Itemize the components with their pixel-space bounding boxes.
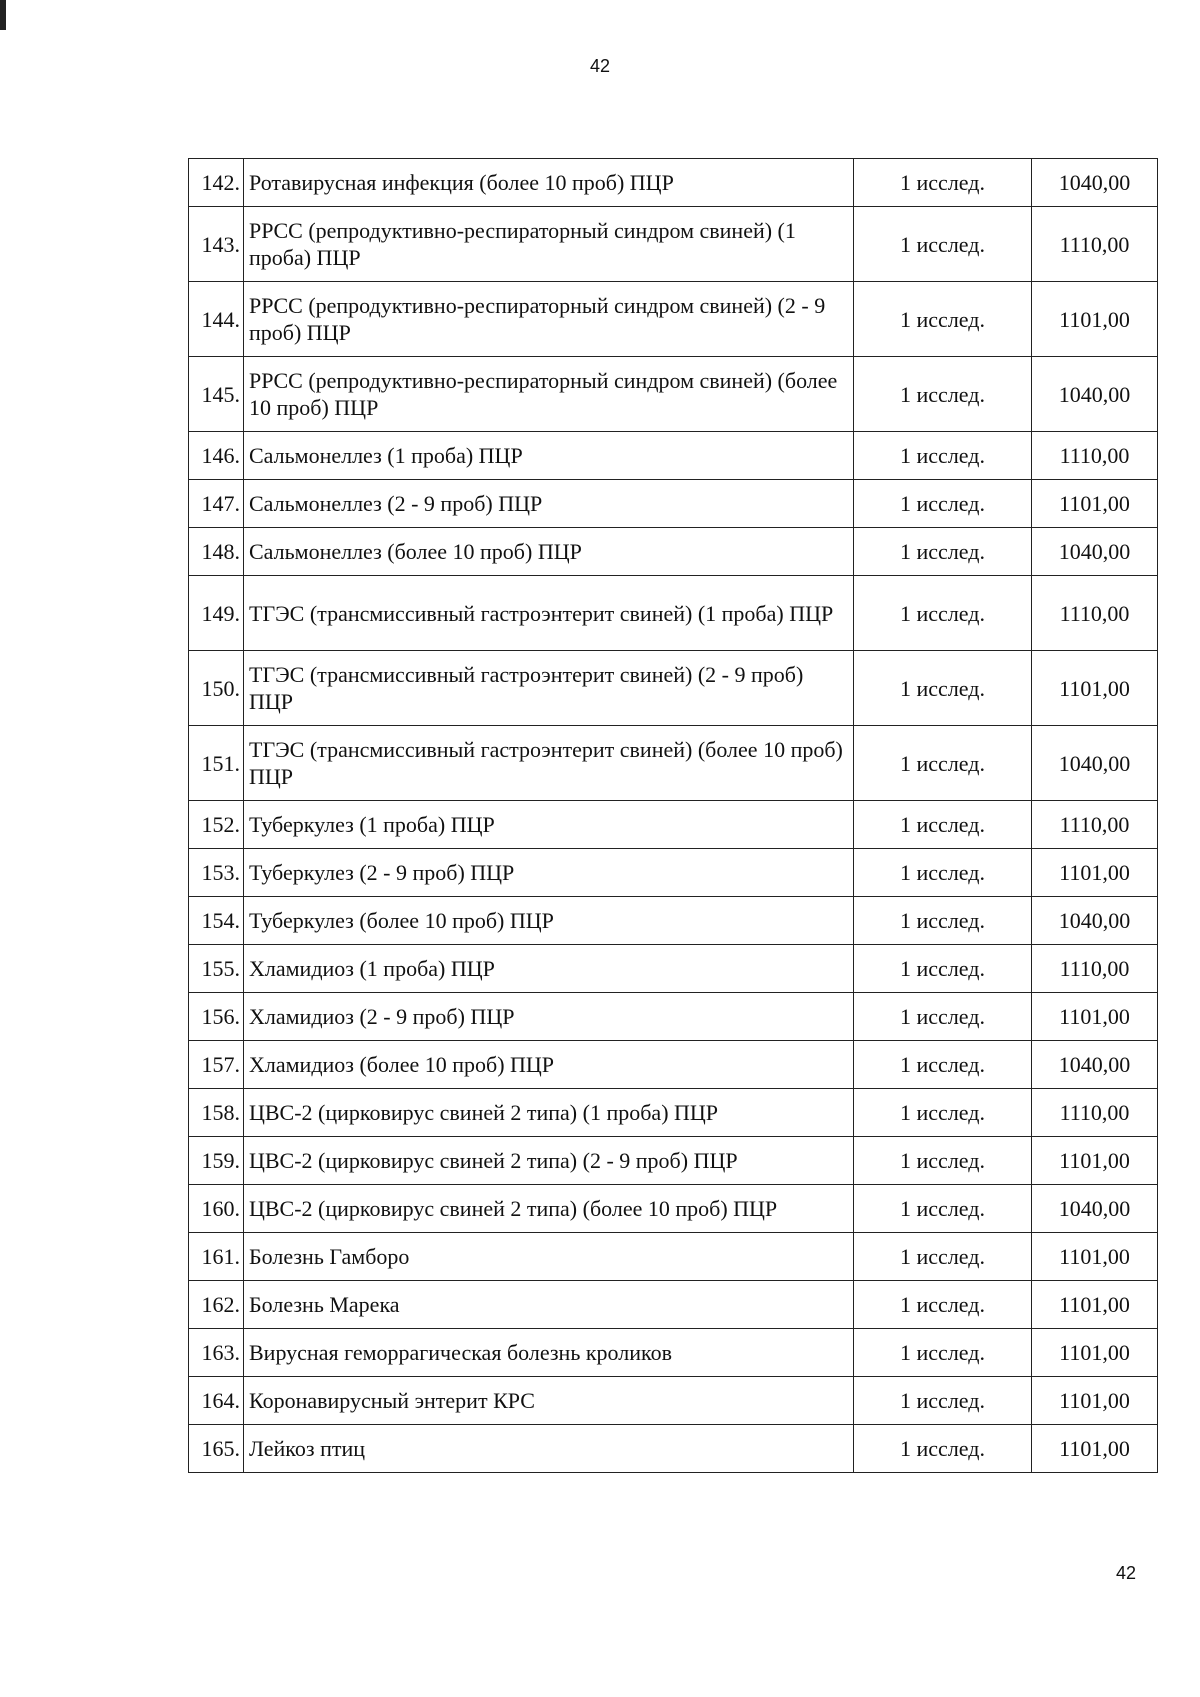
unit-cell: 1 исслед. [854, 849, 1032, 897]
service-name-cell: PPCC (репродуктивно-респираторный синдром свиней) (более 10 проб) ПЦР [244, 357, 854, 432]
table-row [189, 357, 1158, 432]
price-cell: 1101,00 [1032, 480, 1158, 528]
unit-cell: 1 исслед. [854, 651, 1032, 726]
table-row [189, 1089, 1158, 1137]
unit-cell: 1 исслед. [854, 897, 1032, 945]
service-name-cell: PPCC (репродуктивно-респираторный синдром свиней) (1 проба) ПЦР [244, 207, 854, 282]
row-number-cell: 151. [189, 726, 244, 801]
price-cell: 1040,00 [1032, 1185, 1158, 1233]
service-name-cell: PPCC (репродуктивно-респираторный синдром свиней) (2 - 9 проб) ПЦР [244, 282, 854, 357]
service-name-cell: Сальмонеллез (2 - 9 проб) ПЦР [244, 480, 854, 528]
unit-cell: 1 исслед. [854, 726, 1032, 801]
unit-cell: 1 исслед. [854, 432, 1032, 480]
unit-cell: 1 исслед. [854, 1377, 1032, 1425]
price-cell: 1040,00 [1032, 726, 1158, 801]
service-name-cell: Туберкулез (1 проба) ПЦР [244, 801, 854, 849]
service-name-cell: Болезнь Марека [244, 1281, 854, 1329]
table-row [189, 1329, 1158, 1377]
row-number-cell: 165. [189, 1425, 244, 1473]
page-number-bottom: 42 [1116, 1563, 1137, 1583]
page-number-top: 42 [589, 56, 611, 76]
unit-cell: 1 исслед. [854, 1041, 1032, 1089]
price-table [188, 158, 1158, 1473]
row-number-cell: 150. [189, 651, 244, 726]
table-row [189, 1233, 1158, 1281]
table-row [189, 897, 1158, 945]
price-cell: 1040,00 [1032, 159, 1158, 207]
unit-cell: 1 исслед. [854, 1425, 1032, 1473]
price-cell: 1110,00 [1032, 432, 1158, 480]
row-number-cell: 148. [189, 528, 244, 576]
row-number-cell: 161. [189, 1233, 244, 1281]
unit-cell: 1 исслед. [854, 480, 1032, 528]
row-number-cell: 154. [189, 897, 244, 945]
table-row [189, 1377, 1158, 1425]
unit-cell: 1 исслед. [854, 576, 1032, 651]
unit-cell: 1 исслед. [854, 1185, 1032, 1233]
table-row [189, 651, 1158, 726]
price-cell: 1101,00 [1032, 993, 1158, 1041]
unit-cell: 1 исслед. [854, 207, 1032, 282]
table-row [189, 207, 1158, 282]
table-row [189, 480, 1158, 528]
table-row [189, 1041, 1158, 1089]
row-number-cell: 147. [189, 480, 244, 528]
table-row [189, 993, 1158, 1041]
row-number-cell: 162. [189, 1281, 244, 1329]
service-name-cell: ТГЭС (трансмиссивный гастроэнтерит свиней) (1 проба) ПЦР [244, 576, 854, 651]
table-row [189, 726, 1158, 801]
table-row [189, 576, 1158, 651]
table-row [189, 432, 1158, 480]
service-name-cell: Коронавирусный энтерит КРС [244, 1377, 854, 1425]
table-row [189, 1281, 1158, 1329]
service-name-cell: ТГЭС (трансмиссивный гастроэнтерит свиней) (более 10 проб) ПЦР [244, 726, 854, 801]
price-cell: 1101,00 [1032, 1281, 1158, 1329]
unit-cell: 1 исслед. [854, 1089, 1032, 1137]
service-name-cell: Болезнь Гамборо [244, 1233, 854, 1281]
row-number-cell: 159. [189, 1137, 244, 1185]
unit-cell: 1 исслед. [854, 1329, 1032, 1377]
scan-edge-mark [0, 0, 6, 30]
row-number-cell: 142. [189, 159, 244, 207]
price-cell: 1040,00 [1032, 528, 1158, 576]
service-name-cell: ЦВС-2 (цирковирус свиней 2 типа) (более 10 проб) ПЦР [244, 1185, 854, 1233]
row-number-cell: 144. [189, 282, 244, 357]
row-number-cell: 158. [189, 1089, 244, 1137]
row-number-cell: 145. [189, 357, 244, 432]
price-cell: 1110,00 [1032, 1089, 1158, 1137]
table-row [189, 1185, 1158, 1233]
table-row [189, 1425, 1158, 1473]
service-name-cell: Сальмонеллез (более 10 проб) ПЦР [244, 528, 854, 576]
service-name-cell: Туберкулез (2 - 9 проб) ПЦР [244, 849, 854, 897]
service-name-cell: Туберкулез (более 10 проб) ПЦР [244, 897, 854, 945]
unit-cell: 1 исслед. [854, 993, 1032, 1041]
unit-cell: 1 исслед. [854, 528, 1032, 576]
table-row [189, 1137, 1158, 1185]
row-number-cell: 143. [189, 207, 244, 282]
service-name-cell: Ротавирусная инфекция (более 10 проб) ПЦР [244, 159, 854, 207]
row-number-cell: 160. [189, 1185, 244, 1233]
table-row [189, 159, 1158, 207]
table-row [189, 849, 1158, 897]
price-cell: 1110,00 [1032, 945, 1158, 993]
service-name-cell: Хламидиоз (1 проба) ПЦР [244, 945, 854, 993]
table-row [189, 282, 1158, 357]
row-number-cell: 155. [189, 945, 244, 993]
price-cell: 1110,00 [1032, 801, 1158, 849]
row-number-cell: 156. [189, 993, 244, 1041]
row-number-cell: 149. [189, 576, 244, 651]
price-cell: 1040,00 [1032, 1041, 1158, 1089]
price-cell: 1101,00 [1032, 1329, 1158, 1377]
price-cell: 1101,00 [1032, 1137, 1158, 1185]
service-name-cell: Хламидиоз (2 - 9 проб) ПЦР [244, 993, 854, 1041]
unit-cell: 1 исслед. [854, 1281, 1032, 1329]
price-cell: 1101,00 [1032, 1233, 1158, 1281]
unit-cell: 1 исслед. [854, 159, 1032, 207]
row-number-cell: 163. [189, 1329, 244, 1377]
service-name-cell: ЦВС-2 (цирковирус свиней 2 типа) (1 проба) ПЦР [244, 1089, 854, 1137]
unit-cell: 1 исслед. [854, 1233, 1032, 1281]
unit-cell: 1 исслед. [854, 357, 1032, 432]
price-cell: 1110,00 [1032, 576, 1158, 651]
price-cell: 1101,00 [1032, 1425, 1158, 1473]
price-cell: 1101,00 [1032, 282, 1158, 357]
price-table-body [189, 159, 1158, 1473]
row-number-cell: 153. [189, 849, 244, 897]
unit-cell: 1 исслед. [854, 801, 1032, 849]
price-cell: 1101,00 [1032, 651, 1158, 726]
service-name-cell: Вирусная геморрагическая болезнь кроликов [244, 1329, 854, 1377]
price-cell: 1101,00 [1032, 1377, 1158, 1425]
service-name-cell: ТГЭС (трансмиссивный гастроэнтерит свиней) (2 - 9 проб) ПЦР [244, 651, 854, 726]
service-name-cell: ЦВС-2 (цирковирус свиней 2 типа) (2 - 9 проб) ПЦР [244, 1137, 854, 1185]
row-number-cell: 157. [189, 1041, 244, 1089]
price-cell: 1040,00 [1032, 897, 1158, 945]
price-cell: 1110,00 [1032, 207, 1158, 282]
service-name-cell: Сальмонеллез (1 проба) ПЦР [244, 432, 854, 480]
service-name-cell: Хламидиоз (более 10 проб) ПЦР [244, 1041, 854, 1089]
row-number-cell: 146. [189, 432, 244, 480]
unit-cell: 1 исслед. [854, 282, 1032, 357]
table-row [189, 801, 1158, 849]
price-cell: 1040,00 [1032, 357, 1158, 432]
service-name-cell: Лейкоз птиц [244, 1425, 854, 1473]
row-number-cell: 164. [189, 1377, 244, 1425]
unit-cell: 1 исслед. [854, 1137, 1032, 1185]
unit-cell: 1 исслед. [854, 945, 1032, 993]
table-row [189, 528, 1158, 576]
table-row [189, 945, 1158, 993]
row-number-cell: 152. [189, 801, 244, 849]
price-cell: 1101,00 [1032, 849, 1158, 897]
